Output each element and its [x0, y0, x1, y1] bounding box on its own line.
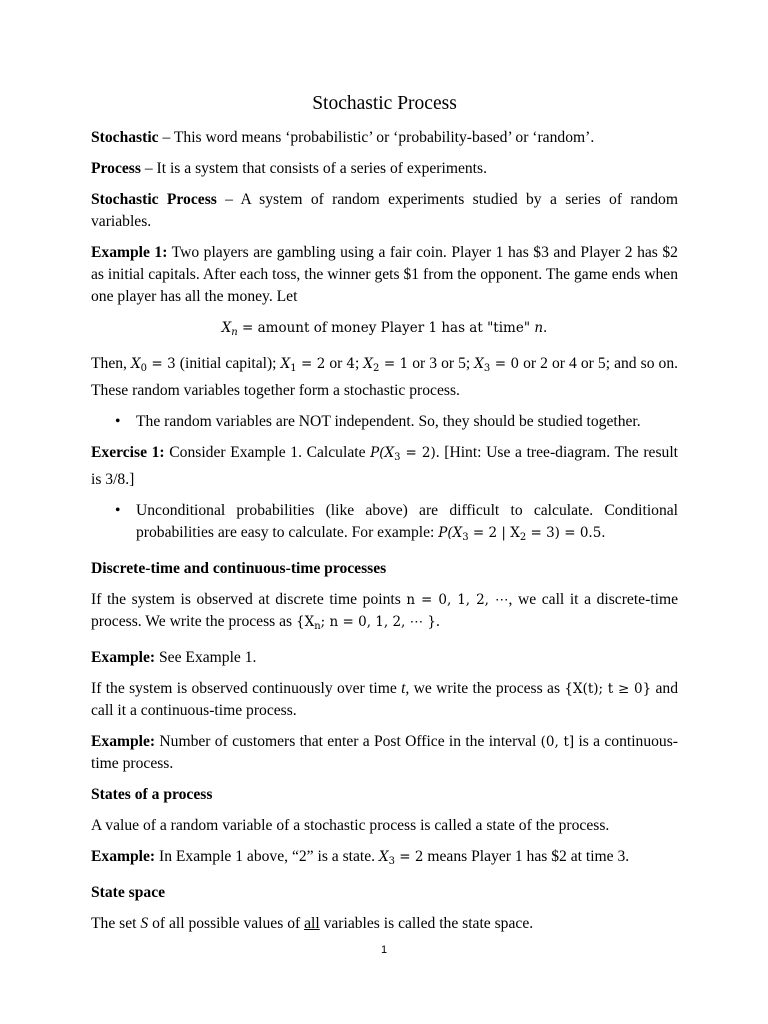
term: Process — [91, 160, 141, 177]
example-label: Example: — [91, 848, 156, 865]
bullet-icon: • — [115, 413, 121, 430]
math-text: = 1 — [379, 356, 409, 372]
example-1 — [91, 242, 678, 308]
text: variables is called the state space. — [319, 915, 534, 932]
example-text: Two players are gambling using a fair coin. Player 1 has $3 and Player 2 has $2 as initial capitals. After each toss, the winner gets $1 from the opponent. The game ends when one player has all the money. Let — [91, 244, 678, 305]
section-heading-state-space: State space — [91, 884, 166, 901]
text: ; — [355, 355, 364, 372]
document-page — [91, 92, 678, 944]
list-item — [91, 500, 678, 549]
math-expr: = 2) — [400, 445, 436, 461]
text: is a continuous-time process. — [91, 733, 678, 772]
math-text: . — [543, 320, 548, 336]
text: If the system is observed at discrete time points — [91, 591, 407, 608]
example-label: Example: — [91, 649, 156, 666]
math-var: X — [474, 356, 484, 372]
math-var: X — [280, 356, 291, 372]
example-label: Example: — [91, 733, 156, 750]
text: or — [325, 355, 347, 372]
text: we write the process as — [409, 680, 565, 697]
math-text: = 2 — [296, 356, 326, 372]
math-sub: 3 — [394, 452, 401, 463]
definition-process — [91, 158, 678, 180]
math-expr: ; n = 0, 1, 2, ⋯ } — [320, 614, 436, 630]
discrete-time-paragraph — [91, 589, 678, 638]
math-sub: 3 — [462, 532, 469, 543]
text: Consider Example 1. Calculate — [164, 444, 371, 461]
text: means Player 1 has $2 at time 3. — [423, 848, 630, 865]
math-expr: P(X — [438, 525, 463, 541]
definition-text: – This word means ‘probabilistic’ or ‘probability-based’ or ‘random’. — [158, 129, 595, 146]
math-text: 4 — [346, 356, 356, 372]
math-sub: 3 — [388, 856, 395, 867]
list-item — [91, 411, 678, 433]
math-sub: 3 — [483, 363, 491, 374]
math-sub: 0 — [140, 363, 147, 374]
page-title: Stochastic Process — [312, 93, 457, 114]
math-var: n — [534, 320, 544, 336]
list-item-text: Unconditional probabilities (like above) are difficult to calculate. Conditional probabilities are easy to calculate. For example: — [136, 502, 678, 541]
math-sub: n — [231, 327, 238, 338]
math-expr: = 2 | X — [468, 525, 520, 541]
section-heading-discrete-continuous: Discrete-time and continuous-time processes — [91, 560, 387, 577]
bullet-list-2 — [91, 500, 678, 549]
example-label: Example 1: — [91, 244, 168, 261]
math-expr: (0, t] — [540, 734, 575, 750]
exercise-label: Exercise 1: — [91, 444, 165, 461]
math-sub: 2 — [373, 363, 380, 374]
math-var: X — [221, 320, 232, 336]
example-see-1 — [91, 647, 678, 669]
math-sub: 2 — [519, 532, 527, 543]
section-heading-states: States of a process — [91, 786, 213, 803]
math-expr: {X(t); t ≥ 0} — [564, 681, 652, 697]
definition-stochastic-process — [91, 189, 678, 233]
math-var: X — [130, 356, 141, 372]
text: . [Hint: Use a tree-diagram. The result is 3/8.] — [91, 444, 679, 488]
bullet-icon: • — [115, 502, 121, 519]
math-expr: {X — [296, 614, 315, 630]
math-var: X — [378, 849, 389, 865]
term: Stochastic Process — [91, 191, 217, 208]
page-number: 1 — [380, 944, 388, 956]
list-item-text: The random variables are NOT independent. So, they should be studied together. — [136, 413, 641, 430]
text: . — [436, 613, 440, 630]
math-var: X — [363, 356, 374, 372]
text: In Example 1 above, “2” is a state. — [155, 848, 379, 865]
then-paragraph — [91, 353, 678, 402]
example-state — [91, 846, 678, 873]
underlined-word: all — [304, 915, 320, 932]
text: and call it a continuous-time process. — [91, 680, 679, 719]
math-text: = 0 — [490, 356, 520, 372]
state-space-paragraph — [91, 913, 678, 935]
text: See Example 1. — [155, 649, 257, 666]
text: of all possible values of — [148, 915, 305, 932]
text: If the system is observed continuously over time — [91, 680, 402, 697]
math-expr: = 2 — [394, 849, 424, 865]
math-expr: = 3) = 0.5. — [526, 525, 606, 541]
text: or 2 or 4 or 5; and so on. These random variables together form a stochastic process. — [91, 355, 679, 399]
italic-var: S — [140, 915, 149, 932]
math-text: = amount of money Player 1 has at "time" — [237, 320, 535, 336]
states-paragraph: A value of a random variable of a stochastic process is called a state of the process. — [91, 817, 610, 834]
math-expr: P(X — [370, 445, 395, 461]
exercise-1 — [91, 442, 678, 491]
text: Number of customers that enter a Post Office in the interval — [155, 733, 541, 750]
text: , we call it a discrete-time process. We write the process as — [91, 591, 678, 630]
definition-text: – A system of random experiments studied by a series of random variables. — [91, 191, 678, 230]
text: Then, — [91, 355, 131, 372]
term: Stochastic — [91, 129, 159, 146]
equation-xn — [91, 317, 678, 344]
continuous-time-paragraph — [91, 678, 678, 722]
text: The set — [91, 915, 141, 932]
math-sub: 1 — [290, 363, 297, 374]
math-expr: n = 0, 1, 2, ⋯ — [406, 592, 509, 608]
definition-text: – It is a system that consists of a series of experiments. — [140, 160, 487, 177]
example-post-office — [91, 731, 678, 775]
bullet-list-1 — [91, 411, 678, 433]
math-text: = 3 — [146, 356, 176, 372]
text: (initial capital); — [175, 355, 281, 372]
text: or 3 or 5; — [408, 355, 475, 372]
math-sub: n — [314, 621, 321, 632]
definition-stochastic — [91, 127, 678, 149]
italic-var: t, — [401, 680, 410, 697]
